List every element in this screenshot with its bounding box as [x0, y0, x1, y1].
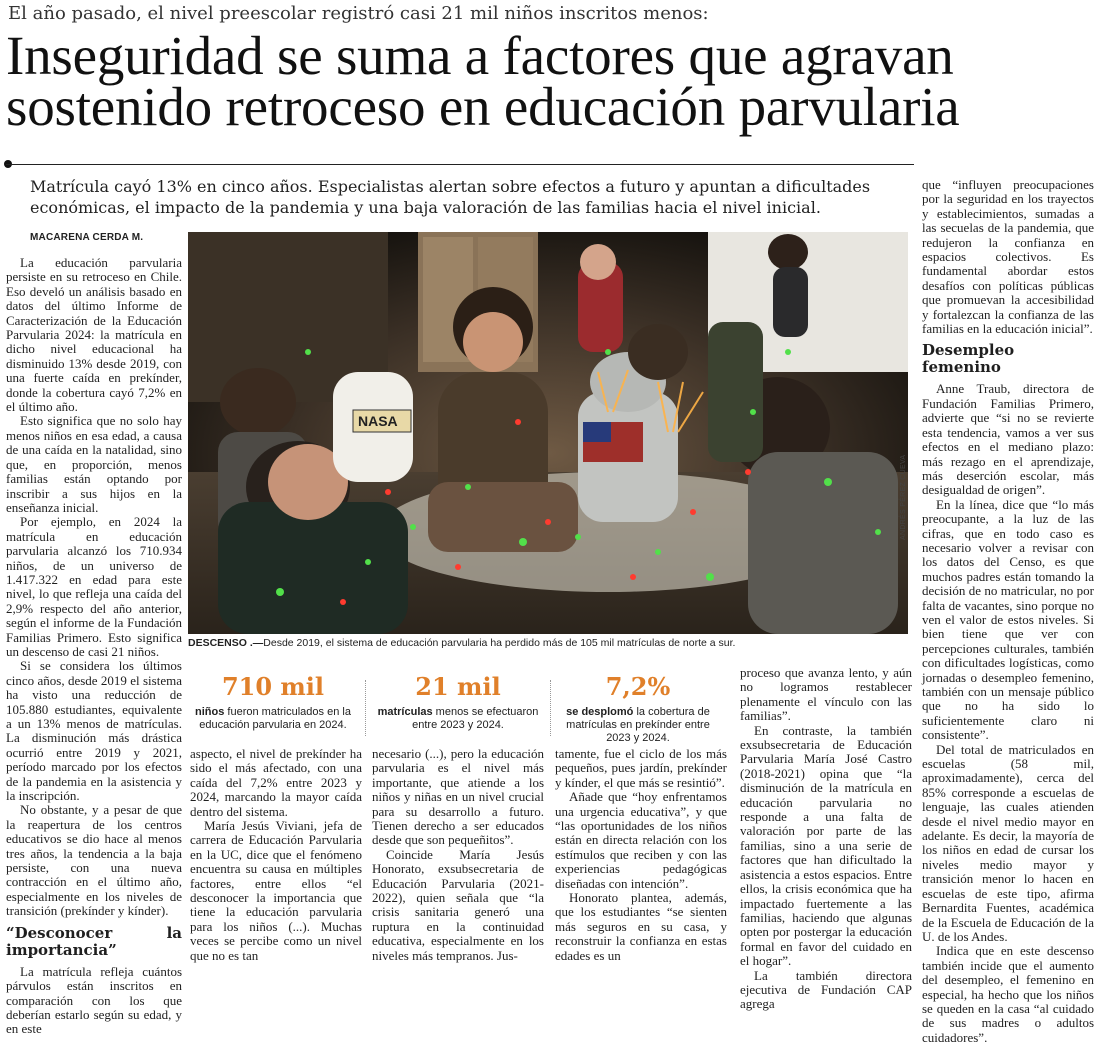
nasa-label: NASA [358, 413, 398, 429]
paragraph: Por ejemplo, en 2024 la matrícula en educación parvularia alcanzó los 710.934 niños, de un universo de 1.417.322 en edad para este nivel, lo que refleja una caída del 2,9% respecto del año anterior, según el informe de la Fundación Familias Primero. Esto significa un descenso de casi 21 niños. [6, 514, 182, 659]
summary: Matrícula cayó 13% en cinco años. Especialistas alertan sobre efectos a futuro y apuntan a dificultades económicas, el impacto de la pandemia y una baja valoración de las familias hacia el nivel inicial. [30, 177, 871, 217]
paragraph: La también directora ejecutiva de Fundación CAP agrega [740, 967, 912, 1012]
stat-text: se desplomó la cobertura de matrículas en prekínder entre 2023 y 2024. [566, 706, 710, 744]
caption-label: DESCENSO .— [188, 637, 264, 649]
kicker: El año pasado, el nivel preescolar registró casi 21 mil niños inscritos menos: [8, 3, 709, 24]
paragraph: La educación parvularia persiste en su retroceso en Chile. Eso develó un análisis basado en datos del último Informe de Caracterización de la Educación Parvularia 2024: la matrícula en dicho nivel educacional ha disminuido 13% desde 2019, con una fuerte caída en prekínder, donde la cobertura cayó 7,2% en el último año. [6, 255, 182, 415]
paragraph: Esto significa que no solo hay menos niños en esa edad, a causa de una caída en la natalidad, sino que, en proporción, menos familias están optando por inscribir a sus hijos en la enseñanza inicial. [6, 413, 182, 515]
paragraph: Si se considera los últimos cinco años, desde 2019 el sistema ha visto una reducción de 105.880 estudiantes, equivalente a un 13% menos de matrículas. La disminución más drástica ocurrió entre 2019 y 2021, período marcado por los efectos de la pandemia en la asistencia y la inscripción. [6, 658, 182, 804]
caption-text: Desde 2019, el sistema de educación parvularia ha perdido más de 105 mil matrículas de norte a sur. [263, 637, 736, 649]
column-1 [6, 256, 182, 1037]
column-6 [922, 178, 1094, 1045]
stat-number: 7,2% [605, 672, 671, 701]
paragraph: Indica que en este descenso también incide que el aumento del desempleo, el femenino en especial, ha hecho que los niños se queden en la casa “al cuidado de sus madres o adultos cuidadores”. [922, 943, 1094, 1045]
stat-number: 710 mil [221, 672, 325, 701]
stat-divider [365, 680, 366, 736]
paragraph: que “influyen preocupaciones por la seguridad en los trayectos y establecimientos, sumadas a las secuelas de la pandemia, que redujeron la confianza en espacios colectivos. Es fundamental abordar estos desafíos con políticas públicas que promuevan la accesibilidad y fortalezcan la confianza de las familias en la educación inicial”. [922, 177, 1094, 337]
stat-text: niños fueron matriculados en la educación parvularia en 2024. [195, 706, 351, 731]
paragraph: proceso que avanza lento, y aún no logramos restablecer plenamente el vínculo con las familias”. [740, 665, 912, 724]
subheading: Desempleo femenino [922, 341, 1015, 377]
paragraph: Honorato plantea, además, que los estudiantes “se sienten más seguros en su casa, y reconstruir la confianza en estas edades es un [555, 890, 727, 963]
paragraph: Anne Traub, directora de Fundación Familias Primero, advierte que “si no se revierte esta tendencia, vamos a ver sus efectos en el mediano plazo: más rezago en el aprendizaje, más deserción escolar, más desigualdad de origen”. [922, 381, 1094, 498]
column-2 [190, 747, 362, 963]
paragraph: Coincide María Jesús Honorato, exsubsecretaria de Educación Parvularia (2021-2022), quien señala que “la crisis sanitaria generó una ruptura en la continuidad educativa, especialmente en los niveles más tempranos. Jus- [372, 846, 544, 963]
paragraph: No obstante, y a pesar de que la reapertura de los centros educativos se dio hace al menos tres años, la tendencia a la baja persiste, con una nueva contracción en el último año, especialmente en los niveles de transición (prekínder y kínder). [6, 802, 182, 919]
subheading: “Desconocer la importancia” [6, 923, 182, 959]
stat-item [553, 672, 723, 744]
paragraph: En la línea, dice que “lo más preocupante, a la luz de las cifras, que en todo caso es necesario volver a revisar con los datos del Censo, es que muchos padres están tomando la decisión de no matricular, no por falta de vacantes, sino porque no ven el valor de estos niveles. Si bien tiene que ver con percepciones culturales, también con dificultades logísticas, como jornadas o desempleo femenino, también con un mensaje público que no ha sido lo suficientemente claro ni consistente”. [922, 496, 1094, 743]
classroom-photo [188, 232, 908, 634]
paragraph: María Jesús Viviani, jefa de carrera de Educación Parvularia en la UC, dice que el fenómeno encuentra su causa en múltiples factores, entre ellos “el desconocer la importancia que tiene la educación parvularia para los niños (...). Muchas veces se percibe como un nivel que no es tan [190, 818, 362, 963]
photo [188, 232, 908, 634]
paragraph: La matrícula refleja cuántos párvulos están inscritos en comparación con los que deberían estarlo según su edad, y en este [6, 963, 182, 1037]
stat-item [188, 672, 358, 744]
photo-caption [188, 637, 908, 649]
byline: MACARENA CERDA M. [30, 232, 144, 243]
stat-item [373, 672, 543, 744]
stat-text: matrículas menos se efectuaron entre 2023 y 2024. [377, 706, 539, 731]
paragraph: aspecto, el nivel de prekínder ha sido el más afectado, con una caída del 7,2% entre 2023 y 2024, marcando la mayor caída dentro del sistema. [190, 746, 362, 819]
photo-credit: ANDRÉS PÉREZ CUEVA [900, 454, 907, 540]
paragraph: Del total de matriculados en escuelas (58 mil, aproximadamente), cerca del 85% corresponde a escuelas de lenguaje, las cuales atienden desde el nivel medio mayor en adelante. Es decir, la mayoría de los niños en edad de cursar los niveles medio mayor y transición menor lo hacen en escuelas de este tipo, afirma Bernardita Fuentes, académica de la Escuela de Educación de la U. de los Andes. [922, 741, 1094, 944]
headline: Inseguridad se suma a factores que agravan sostenido retroceso en educación parvularia [6, 25, 960, 137]
paragraph: Añade que “hoy enfrentamos una urgencia educativa”, y que “las oportunidades de los niños están en directa relación con los estímulos que reciben y con las experiencias pedagógicas diseñadas con intención”. [555, 789, 727, 891]
stats-panel [188, 672, 728, 744]
headline-rule [6, 164, 914, 165]
column-5 [740, 666, 912, 1012]
column-3 [372, 747, 544, 963]
column-4 [555, 747, 727, 963]
stat-number: 21 mil [415, 672, 501, 701]
paragraph: tamente, fue el ciclo de los más pequeños, pues jardín, prekínder y kínder, el que más se resintió”. [555, 746, 727, 790]
paragraph: En contraste, la también exsubsecretaria de Educación Parvularia María José Castro (2018-2021) opina que “la disminución de la matrícula en educación parvularia no responde a una falta de valoración por parte de las familias, sino a una serie de factores que han dificultado la asistencia a estos espacios. Entre ellos, la crisis económica que ha impactado fuertemente a las familias, haciendo que algunas opten por postergar la educación formal en favor del cuidado en el hogar”. [740, 722, 912, 969]
paragraph: necesario (...), pero la educación parvularia es el nivel más importante, que atiende a los niños y niñas en un nivel crucial para su desarrollo a futuro. Tienen derecho a ser educados desde que son pequeñitos”. [372, 746, 544, 848]
stat-divider [550, 680, 551, 736]
